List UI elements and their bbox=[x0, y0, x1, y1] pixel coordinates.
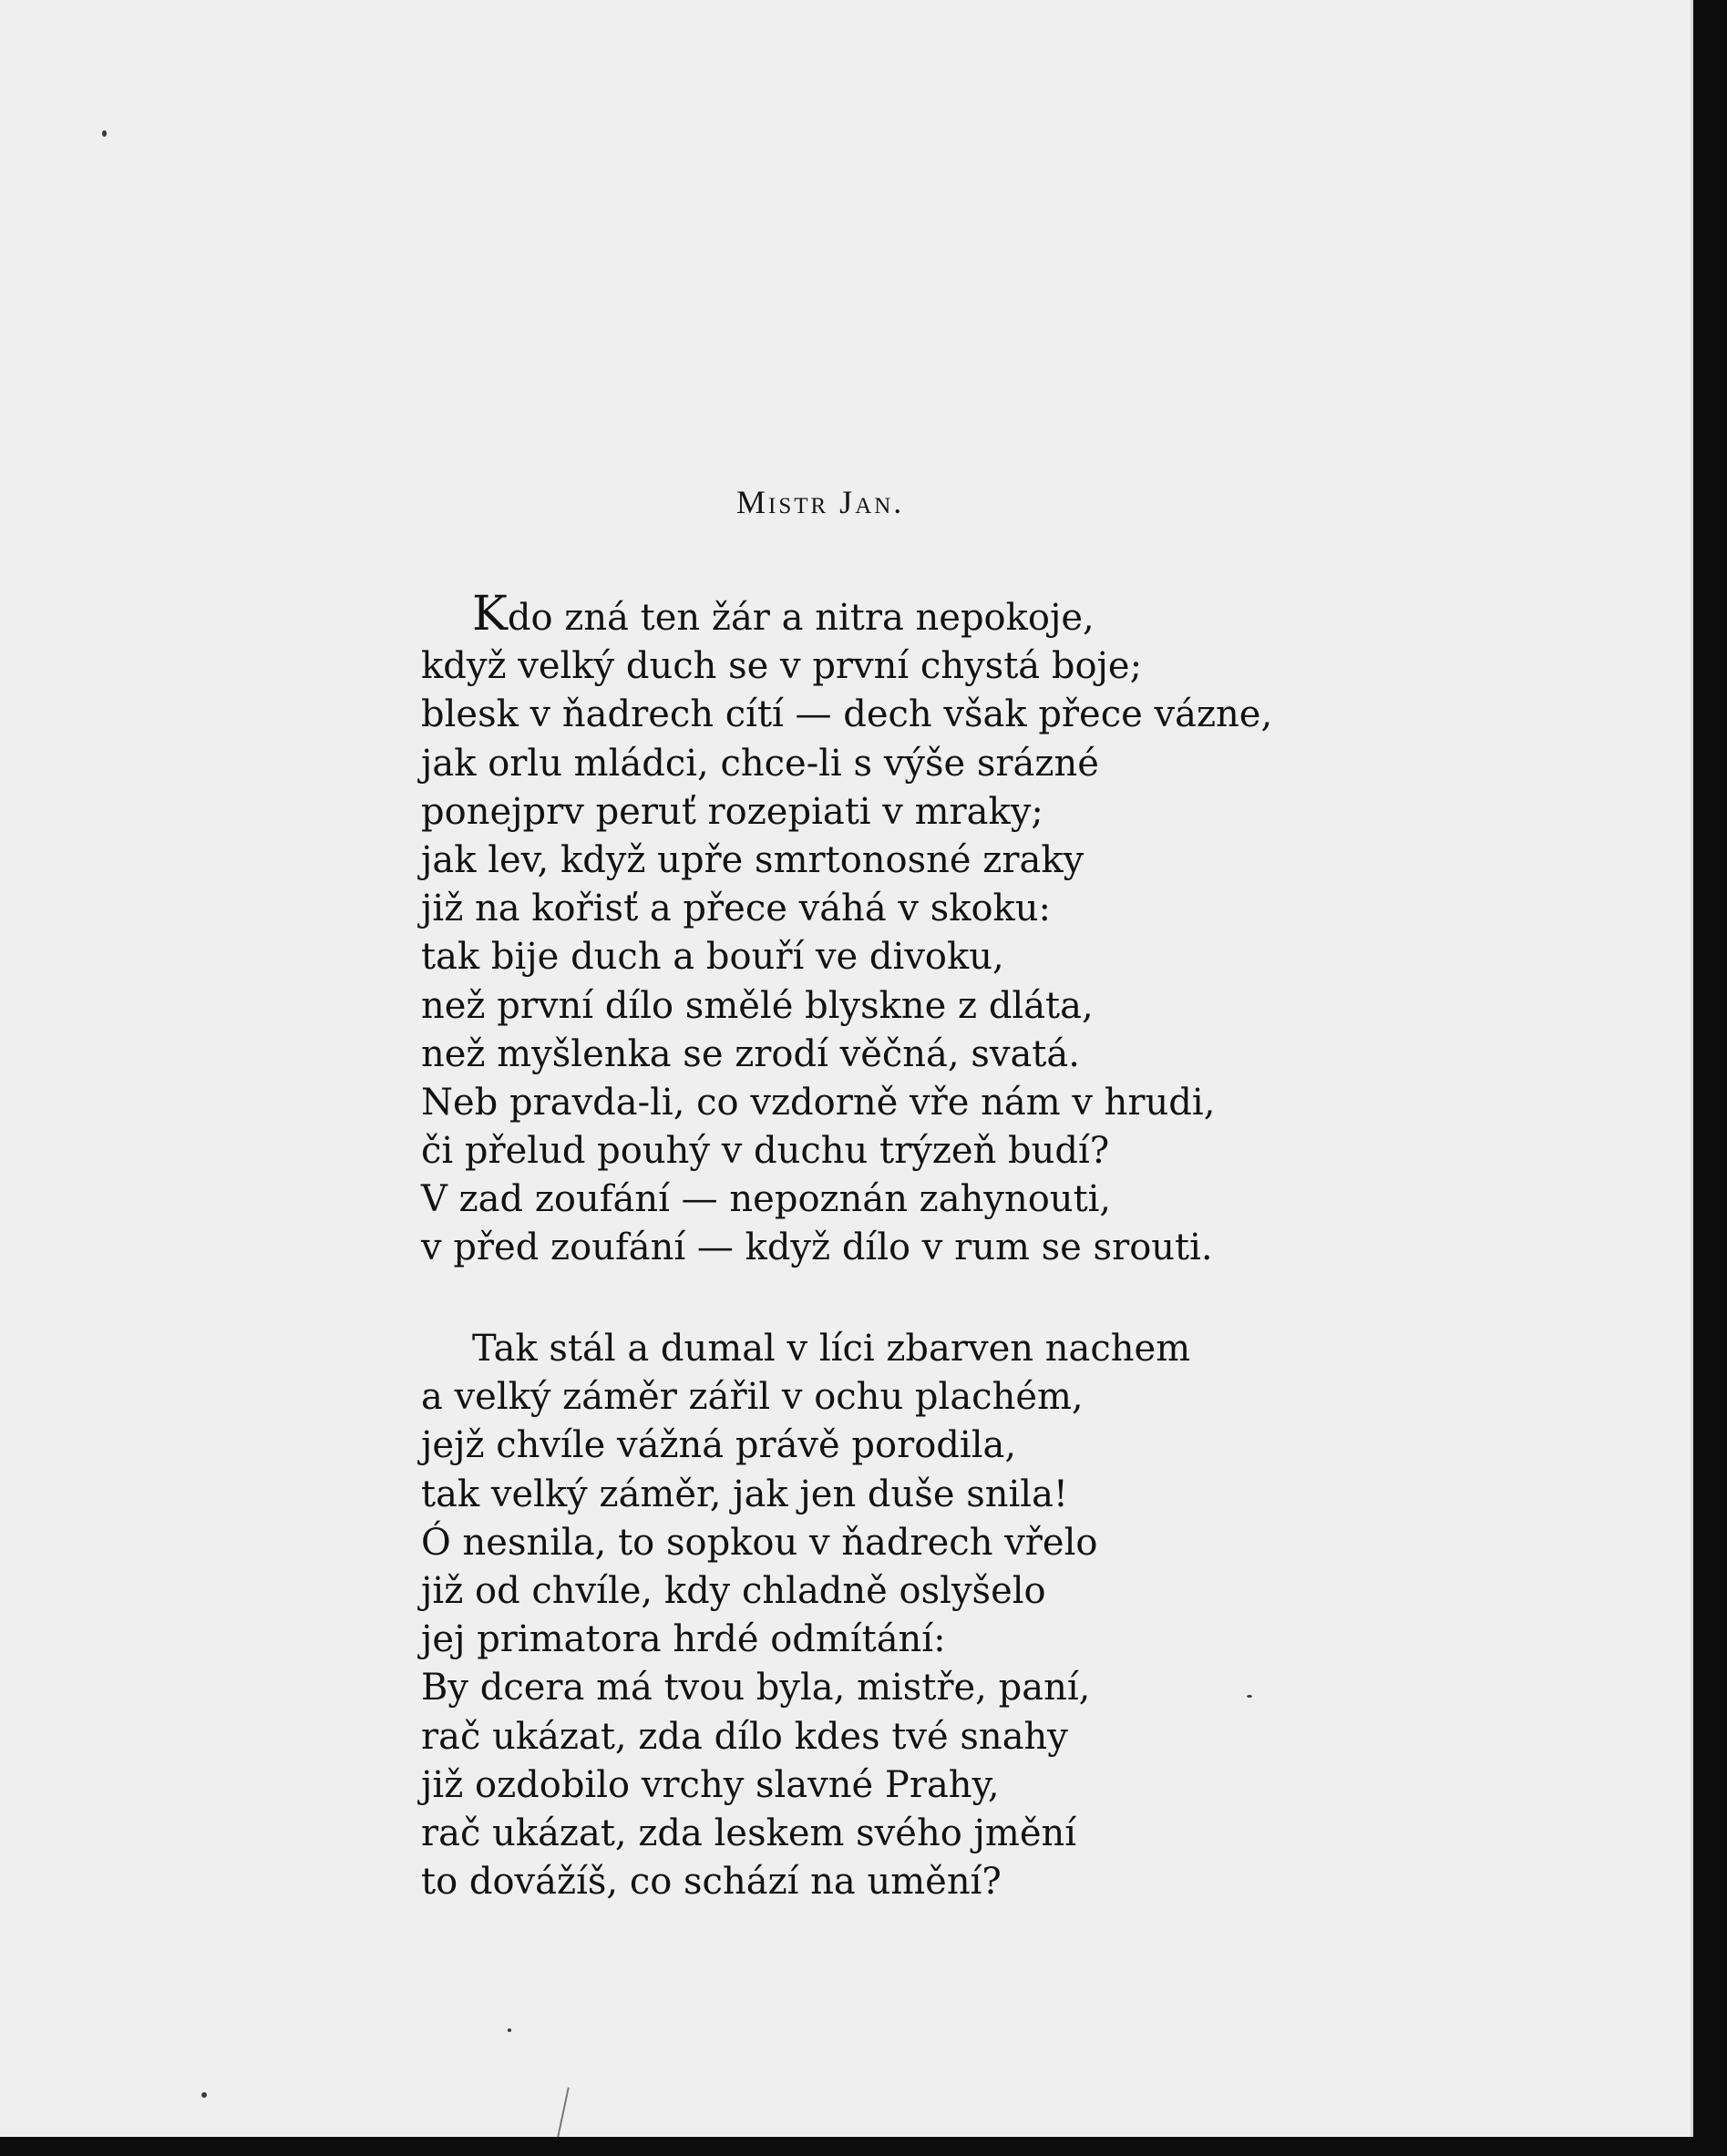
paper-speck bbox=[508, 2028, 511, 2032]
scan-border-bottom bbox=[0, 2137, 1727, 2156]
poem-line: již od chvíle, kdy chladně oslyšelo bbox=[421, 1569, 1046, 1612]
poem-line: jak orlu mládci, chce-li s výše srázné bbox=[421, 742, 1099, 785]
poem-line: když velký duch se v první chystá boje; bbox=[421, 645, 1143, 688]
poem-line: Tak stál a dumal v líci zbarven nachem bbox=[472, 1328, 1191, 1370]
paper-speck bbox=[201, 2092, 207, 2098]
poem-line: Ó nesnila, to sopkou v ňadrech vřelo bbox=[421, 1521, 1098, 1564]
poem-line: V zad zoufání — nepoznán zahynouti, bbox=[421, 1178, 1112, 1221]
poem-title: Mistr Jan. bbox=[736, 484, 905, 520]
stanza-2 bbox=[421, 1325, 1190, 1906]
poem-line: rač ukázat, zda leskem svého jmění bbox=[421, 1812, 1077, 1854]
poem-line: již ozdobilo vrchy slavné Prahy, bbox=[421, 1763, 1000, 1806]
poem-line: či přelud pouhý v duchu trýzeň budí? bbox=[421, 1130, 1110, 1173]
paper-speck bbox=[557, 2087, 570, 2137]
scan-border-right bbox=[1693, 0, 1727, 2156]
poem-line: již na kořisť a přece váhá v skoku: bbox=[421, 888, 1052, 930]
paper-speck bbox=[102, 130, 107, 137]
poem-line: než myšlenka se zrodí věčná, svatá. bbox=[421, 1032, 1080, 1075]
paper-speck bbox=[1247, 1695, 1252, 1698]
poem-line: By dcera má tvou byla, mistře, paní, bbox=[421, 1667, 1091, 1709]
poem-line: rač ukázat, zda dílo kdes tvé snahy bbox=[421, 1715, 1068, 1758]
poem-line: Neb pravda-li, co vzdorně vře nám v hrudi, bbox=[421, 1081, 1216, 1124]
poem-line: než první dílo smělé blyskne z dláta, bbox=[421, 984, 1094, 1027]
poem-line: v před zoufání — když dílo v rum se srouti. bbox=[421, 1227, 1213, 1269]
poem-line: a velký záměr zářil v ochu plachém, bbox=[421, 1376, 1084, 1419]
stanza-1 bbox=[421, 587, 1273, 1273]
poem-line: jejž chvíle vážná právě porodila, bbox=[421, 1424, 1017, 1467]
first-line-text: do zná ten žár a nitra nepokoje, bbox=[507, 597, 1095, 639]
poem-line: tak velký záměr, jak jen duše snila! bbox=[421, 1473, 1068, 1515]
poem-line: blesk v ňadrech cítí — dech však přece vázne, bbox=[421, 693, 1273, 736]
initial-letter: K bbox=[472, 587, 508, 642]
poem-line: tak bije duch a bouří ve divoku, bbox=[421, 936, 1004, 979]
poem-line: jej primatora hrdé odmítání: bbox=[421, 1618, 946, 1661]
poem-line bbox=[421, 587, 1272, 642]
poem-line: to dovážíš, co schází na umění? bbox=[421, 1861, 1002, 1904]
poem-line: jak lev, když upře smrtonosné zraky bbox=[421, 838, 1085, 881]
poem-line: ponejprv peruť rozepiati v mraky; bbox=[421, 790, 1043, 833]
